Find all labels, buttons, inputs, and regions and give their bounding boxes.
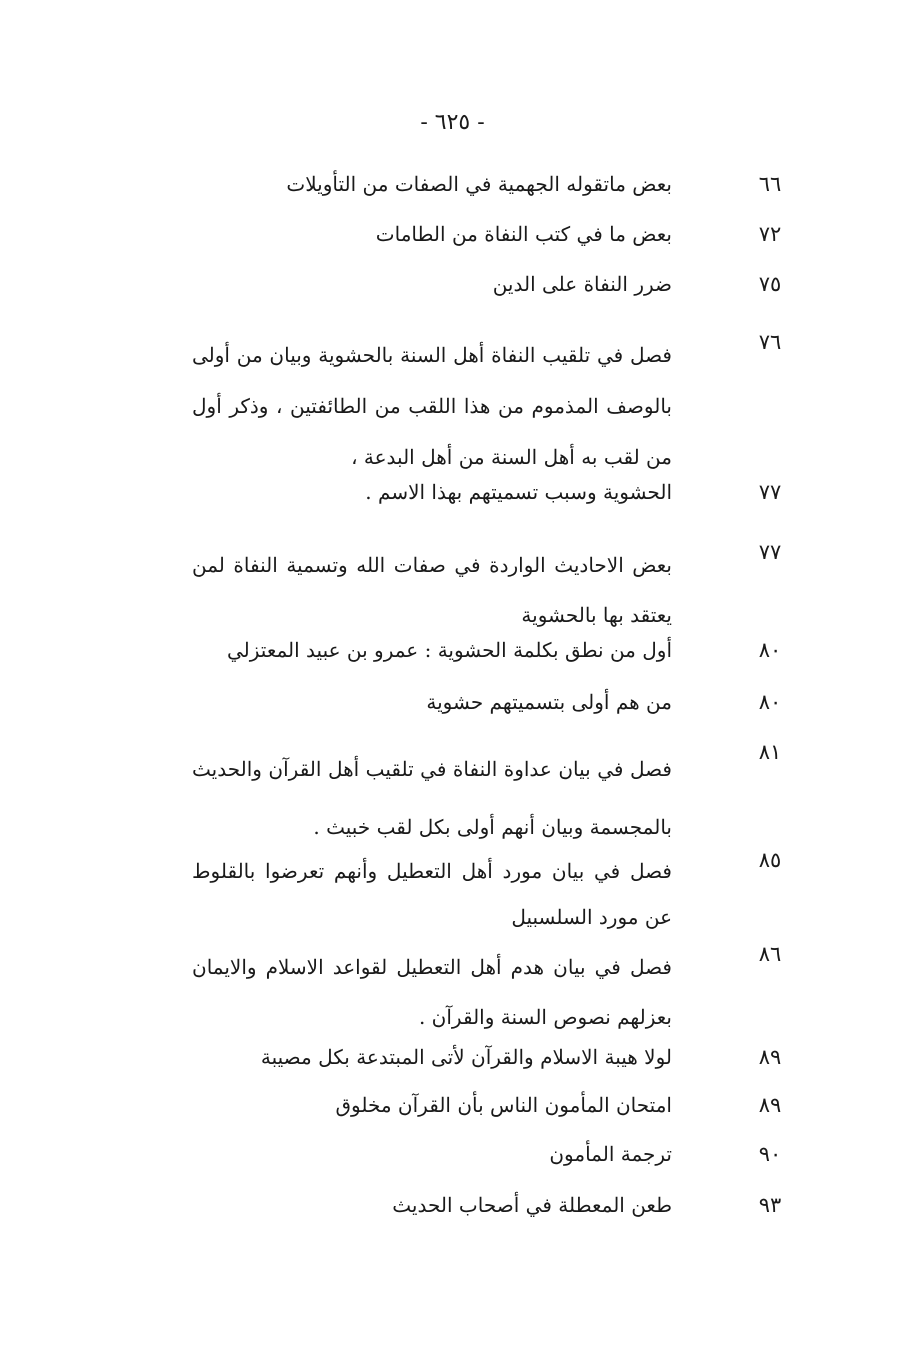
entry-title <box>192 1093 672 1117</box>
entry-line: بعزلهم نصوص السنة والقرآن . <box>418 1005 672 1029</box>
entry-title <box>192 480 672 504</box>
entry-line: من هم أولى بتسميتهم حشوية <box>426 690 672 714</box>
entry-title <box>192 1045 672 1069</box>
entry-page-number: ٨٩ <box>758 1045 782 1069</box>
entry-line: فصل في بيان هدم أهل التعطيل لقواعد الاسلام والايمان <box>192 955 672 979</box>
entry-line: أول من نطق بكلمة الحشوية : عمرو بن عبيد المعتزلي <box>226 638 672 662</box>
entry-title <box>192 172 672 196</box>
entry-line: فصل في بيان عداوة النفاة في تلقيب أهل القرآن والحديث <box>192 757 672 781</box>
entry-line: فصل في بيان مورد أهل التعطيل وأنهم تعرضوا بالقلوط <box>192 859 672 883</box>
entry-line: بعض ما في كتب النفاة من الطامات <box>375 222 672 246</box>
entry-title <box>192 690 672 714</box>
entry-page-number: ٧٧ <box>758 540 782 564</box>
entry-title <box>192 1193 672 1217</box>
entry-page-number: ٨٥ <box>758 848 782 872</box>
entry-line: بعض الاحاديث الواردة في صفات الله وتسمية النفاة لمن <box>192 553 672 577</box>
entry-title <box>192 222 672 246</box>
page-number: - ٦٢٥ - <box>420 110 485 135</box>
entry-title <box>192 540 672 640</box>
entry-page-number: ٧٢ <box>758 222 782 246</box>
entry-line: يعتقد بها بالحشوية <box>521 603 672 627</box>
entry-page-number: ٨٠ <box>758 638 782 662</box>
entry-page-number: ٩٠ <box>758 1142 782 1166</box>
entry-title <box>192 740 672 856</box>
entry-page-number: ٩٣ <box>758 1193 782 1217</box>
entry-title <box>192 272 672 296</box>
entry-page-number: ٨١ <box>758 740 782 764</box>
entry-line: لولا هيبة الاسلام والقرآن لأتى المبتدعة بكل مصيبة <box>260 1045 672 1069</box>
entry-line: ترجمة المأمون <box>549 1142 672 1166</box>
entry-title <box>192 330 672 483</box>
entry-line: من لقب به أهل السنة من أهل البدعة ، <box>351 445 672 469</box>
entry-line: الحشوية وسبب تسميتهم بهذا الاسم . <box>365 480 672 504</box>
entry-line: امتحان المأمون الناس بأن القرآن مخلوق <box>335 1093 672 1117</box>
entry-line: ضرر النفاة على الدين <box>492 272 672 296</box>
entry-title <box>192 1142 672 1166</box>
entry-line: عن مورد السلسبيل <box>511 905 672 929</box>
entry-page-number: ٧٧ <box>758 480 782 504</box>
entry-line: بعض ماتقوله الجهمية في الصفات من التأويلات <box>286 172 672 196</box>
entry-line: فصل في تلقيب النفاة أهل السنة بالحشوية وبيان من أولى <box>192 343 672 367</box>
entry-page-number: ٧٦ <box>758 330 782 354</box>
entry-page-number: ٦٦ <box>758 172 782 196</box>
entry-page-number: ٨٩ <box>758 1093 782 1117</box>
entry-line: بالوصف المذموم من هذا اللقب من الطائفتين ، وذكر أول <box>192 394 672 418</box>
entry-page-number: ٨٦ <box>758 942 782 966</box>
entry-line: بالمجسمة وبيان أنهم أولى بكل لقب خبيث . <box>313 815 672 839</box>
entry-page-number: ٧٥ <box>758 272 782 296</box>
entry-title <box>192 942 672 1042</box>
entry-page-number: ٨٠ <box>758 690 782 714</box>
entry-title <box>192 848 672 940</box>
entry-title <box>192 638 672 662</box>
entry-line: طعن المعطلة في أصحاب الحديث <box>392 1193 672 1217</box>
